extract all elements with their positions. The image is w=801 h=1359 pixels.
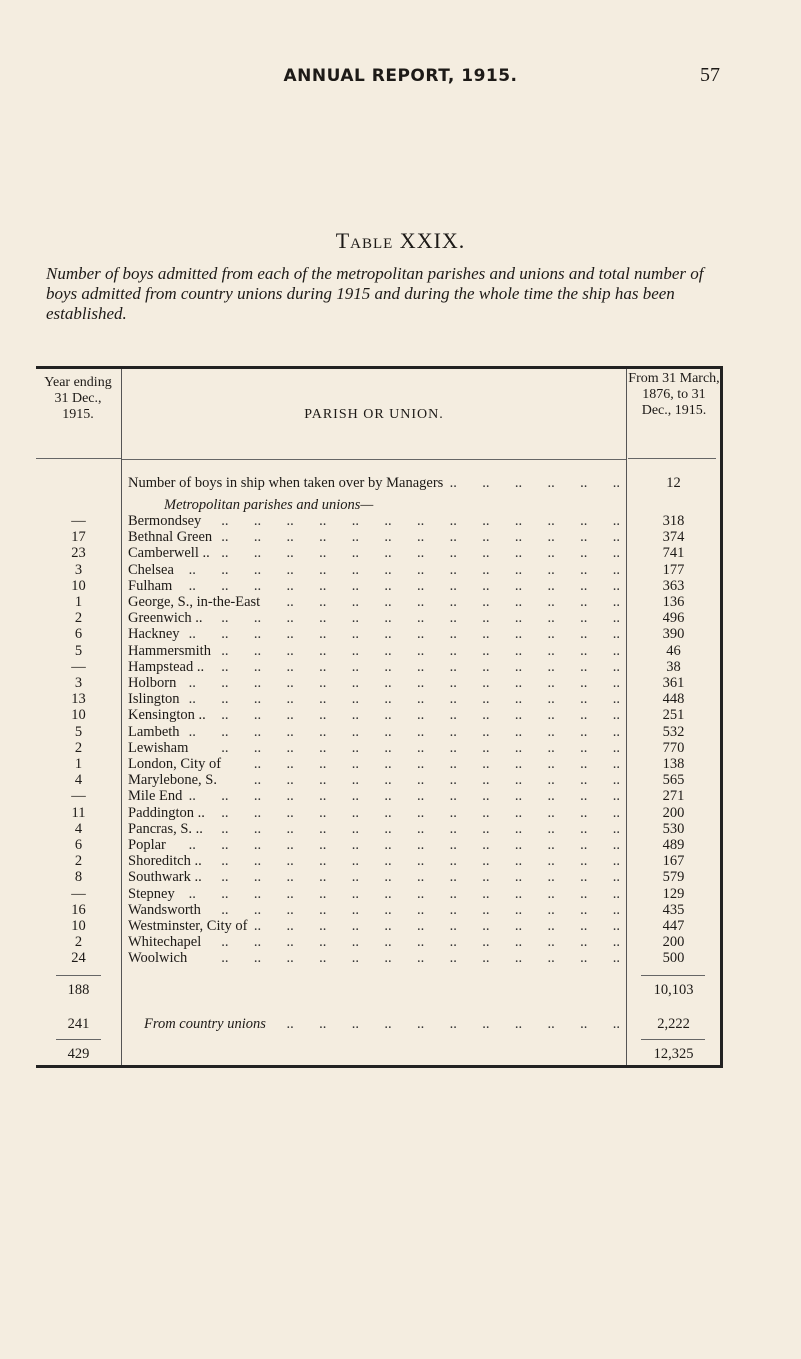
row-total: 138 — [662, 756, 685, 772]
row-total: 200 — [662, 934, 685, 951]
sum-rule — [641, 975, 705, 976]
row-name: Southwark .. — [128, 869, 202, 886]
row-total: 363 — [662, 577, 685, 594]
grand-total-year: 429 — [67, 1046, 90, 1062]
section-label-row — [36, 497, 720, 513]
dot-leader: .. .. .. .. .. .. .. .. .. .. .. .. — [253, 918, 620, 934]
dot-leader: .. .. .. .. .. .. .. .. .. .. .. — [286, 1016, 620, 1032]
row-total: 448 — [662, 691, 685, 708]
dot-leader: .. .. .. .. .. .. .. .. .. .. .. .. .. .. — [188, 691, 620, 708]
subtotal-total: 10,103 — [653, 982, 694, 998]
row-total: 271 — [662, 788, 685, 805]
row-name: Hammersmith — [128, 642, 211, 659]
row-name: Bethnal Green — [128, 529, 213, 546]
row-name: Pancras, S. .. — [128, 820, 203, 837]
row-total: 530 — [662, 820, 685, 837]
running-head: ANNUAL REPORT, 1915. — [283, 66, 518, 86]
table-row — [36, 675, 720, 691]
grand-total: 12,325 — [653, 1046, 694, 1062]
grand-total-row — [36, 1046, 720, 1062]
row-year: 2 — [74, 853, 83, 870]
row-name: Hackney — [128, 626, 180, 643]
row-year: 10 — [71, 707, 86, 724]
table-row — [36, 707, 720, 723]
dot-leader: .. .. .. .. .. .. .. .. .. .. .. .. .. — [221, 658, 620, 675]
header-rule — [122, 459, 626, 460]
dot-leader: .. .. .. .. .. .. .. .. .. .. .. .. .. .. — [188, 723, 620, 740]
row-total: 251 — [662, 707, 685, 724]
header-rule — [36, 458, 121, 459]
table-row — [36, 934, 720, 950]
row-total: 770 — [662, 739, 685, 756]
header-rule — [628, 458, 716, 459]
dot-leader: .. .. .. .. .. .. .. .. .. .. .. .. .. .. — [188, 561, 620, 578]
row-year: 1 — [74, 594, 83, 610]
table-row — [36, 643, 720, 659]
dot-leader: .. .. .. .. .. .. .. .. .. .. .. .. .. — [221, 869, 620, 886]
row-year: 16 — [71, 901, 86, 918]
row-year: 6 — [74, 837, 83, 853]
row-total: 318 — [662, 513, 685, 529]
table-row — [36, 772, 720, 788]
dot-leader: .. .. .. .. .. .. .. .. .. .. .. .. .. .. — [188, 837, 620, 853]
row-year: 17 — [71, 529, 86, 546]
row-name: Bermondsey — [128, 513, 202, 529]
row-year: 10 — [71, 918, 86, 934]
row-total: 12 — [666, 475, 681, 491]
table-row — [36, 691, 720, 707]
row-name: George, S., in-the-East — [128, 594, 261, 610]
row-total: 435 — [662, 901, 685, 918]
table-row — [36, 918, 720, 934]
row-name: Lambeth — [128, 723, 180, 740]
header-parish: PARISH OR UNION. — [304, 407, 444, 422]
row-total: 532 — [662, 723, 685, 740]
table-title: Table XXIX. — [335, 228, 466, 253]
dot-leader: .. .. .. .. .. .. .. .. .. .. .. .. .. — [221, 739, 620, 756]
row-year: 6 — [74, 626, 83, 643]
table-row — [36, 610, 720, 626]
row-total: 496 — [662, 610, 685, 627]
dot-leader: .. .. .. .. .. .. .. .. .. .. .. .. — [253, 756, 620, 772]
row-year: 24 — [71, 950, 86, 967]
row-total: 374 — [662, 529, 685, 546]
row-year: 11 — [71, 804, 86, 821]
dot-leader: .. .. .. .. .. .. .. .. .. .. .. .. .. .. — [188, 675, 620, 691]
row-label: Number of boys in ship when taken over by Managers — [128, 475, 444, 491]
row-year: 4 — [74, 772, 83, 789]
dot-leader: .. .. .. .. .. .. .. .. .. .. .. .. .. — [221, 707, 620, 724]
row-name: Camberwell .. — [128, 545, 210, 562]
row-name: Chelsea — [128, 561, 174, 578]
table-row — [36, 886, 720, 902]
table-row — [36, 869, 720, 885]
dot-leader: .. .. .. .. .. .. .. .. .. .. .. .. .. .. — [188, 788, 620, 805]
dot-leader: .. .. .. .. .. .. .. .. .. .. .. .. .. — [221, 610, 620, 627]
sum-rule — [56, 975, 101, 976]
row-name: Stepney — [128, 885, 175, 902]
dot-leader: .. .. .. .. .. .. .. .. .. .. .. .. .. — [221, 820, 620, 837]
row-name: Islington — [128, 691, 180, 708]
row-name: Whitechapel — [128, 934, 202, 951]
section-label: Metropolitan parishes and unions— — [164, 497, 374, 513]
table-row — [36, 950, 720, 966]
dot-leader: .. .. .. .. .. .. .. .. .. .. .. .. .. — [221, 513, 620, 529]
row-name: Woolwich — [128, 950, 188, 967]
table-row — [36, 545, 720, 561]
row-name: Kensington .. — [128, 707, 206, 724]
row-year: 2 — [74, 934, 83, 951]
header-year: Year ending 31 Dec., 1915. — [44, 375, 112, 422]
dot-leader: .. .. .. .. .. .. .. .. .. .. .. .. .. — [221, 529, 620, 546]
row-year: — — [71, 788, 86, 805]
dot-leader: .. .. .. .. .. .. .. .. .. .. .. .. .. — [221, 950, 620, 967]
row-total: 741 — [662, 545, 685, 562]
row-year: 2 — [74, 610, 83, 627]
row-total: 447 — [662, 918, 685, 934]
country-label: From country unions — [144, 1016, 266, 1032]
row-total: 565 — [662, 772, 685, 789]
table-row — [36, 853, 720, 869]
table-row — [36, 562, 720, 578]
row-total: 177 — [662, 561, 685, 578]
dot-leader: .. .. .. .. .. .. .. .. .. .. .. .. .. — [221, 934, 620, 951]
initial-row — [36, 475, 720, 491]
table-row — [36, 788, 720, 804]
row-year: 10 — [71, 577, 86, 594]
table-row — [36, 724, 720, 740]
row-total: 129 — [662, 885, 685, 902]
country-row — [36, 1016, 720, 1032]
table-row — [36, 626, 720, 642]
row-year: 3 — [74, 675, 83, 691]
row-total: 361 — [662, 675, 685, 691]
table-row — [36, 805, 720, 821]
row-name: Poplar — [128, 837, 166, 853]
table-caption: Number of boys admitted from each of the metropolitan parishes and unions and total number of boys admitted from country unions during 1915 and during the whole time the ship has been established. — [46, 264, 704, 323]
dot-leader: .. .. .. .. .. .. .. .. .. .. .. .. .. — [221, 804, 620, 821]
row-year: — — [71, 658, 86, 675]
row-name: Lewisham — [128, 739, 189, 756]
dot-leader: .. .. .. .. .. .. .. .. .. .. .. .. .. — [221, 545, 620, 562]
row-name: Greenwich .. — [128, 610, 203, 627]
table-row — [36, 529, 720, 545]
row-name: Holborn — [128, 675, 177, 691]
dot-leader: .. .. .. .. .. .. .. .. .. .. .. .. .. — [221, 901, 620, 918]
row-name: Paddington .. — [128, 804, 205, 821]
dot-leader: .. .. .. .. .. .. .. .. .. .. .. — [286, 594, 620, 610]
table-row — [36, 740, 720, 756]
sum-rule — [641, 1039, 705, 1040]
row-year: — — [71, 513, 86, 529]
header-from: From 31 March, 1876, to 31 Dec., 1915. — [628, 371, 720, 418]
row-year: 8 — [74, 869, 83, 886]
table-row — [36, 594, 720, 610]
row-year: 1 — [74, 756, 83, 772]
dot-leader: .. .. .. .. .. .. .. .. .. .. .. .. — [253, 772, 620, 789]
row-name: Shoreditch .. — [128, 853, 202, 870]
row-total: 500 — [662, 950, 685, 967]
row-year: 5 — [74, 723, 83, 740]
row-total: 167 — [662, 853, 685, 870]
row-name: Wandsworth — [128, 901, 201, 918]
table-row — [36, 821, 720, 837]
row-year: 23 — [71, 545, 86, 562]
subtotal-year: 188 — [67, 982, 90, 998]
row-name: Fulham — [128, 577, 173, 594]
table-row — [36, 756, 720, 772]
country-total: 2,222 — [657, 1016, 690, 1032]
dot-leader: .. .. .. .. .. .. .. .. .. .. .. .. .. — [221, 853, 620, 870]
row-year: — — [71, 885, 86, 902]
row-name: Mile End — [128, 788, 183, 805]
table-row — [36, 578, 720, 594]
dot-leader: .. .. .. .. .. .. .. .. .. .. .. .. .. .. — [188, 577, 620, 594]
row-total: 46 — [666, 642, 681, 659]
row-total: 200 — [662, 804, 685, 821]
dot-leader: .. .. .. .. .. .. .. .. .. .. .. .. .. .. — [188, 885, 620, 902]
row-year: 3 — [74, 561, 83, 578]
row-total: 136 — [662, 594, 685, 610]
row-total: 390 — [662, 626, 685, 643]
country-year: 241 — [67, 1016, 90, 1032]
page-number: 57 — [700, 64, 720, 86]
dot-leader: .. .. .. .. .. .. .. .. .. .. .. .. .. .. — [188, 626, 620, 643]
row-name: Hampstead .. — [128, 658, 205, 675]
dot-leader: .. .. .. .. .. .. — [449, 475, 620, 491]
table-row — [36, 513, 720, 529]
dot-leader: .. .. .. .. .. .. .. .. .. .. .. .. .. — [221, 642, 620, 659]
row-name: London, City of — [128, 756, 222, 772]
row-year: 4 — [74, 820, 83, 837]
row-name: Westminster, City of — [128, 918, 248, 934]
row-total: 38 — [666, 658, 681, 675]
subtotal-row — [36, 982, 720, 998]
table-row — [36, 659, 720, 675]
data-table — [36, 366, 723, 1068]
row-total: 579 — [662, 869, 685, 886]
row-total: 489 — [662, 837, 685, 853]
row-year: 2 — [74, 739, 83, 756]
row-name: Marylebone, S. — [128, 772, 217, 789]
row-year: 13 — [71, 691, 86, 708]
table-row — [36, 902, 720, 918]
row-year: 5 — [74, 642, 83, 659]
table-row — [36, 837, 720, 853]
sum-rule — [56, 1039, 101, 1040]
